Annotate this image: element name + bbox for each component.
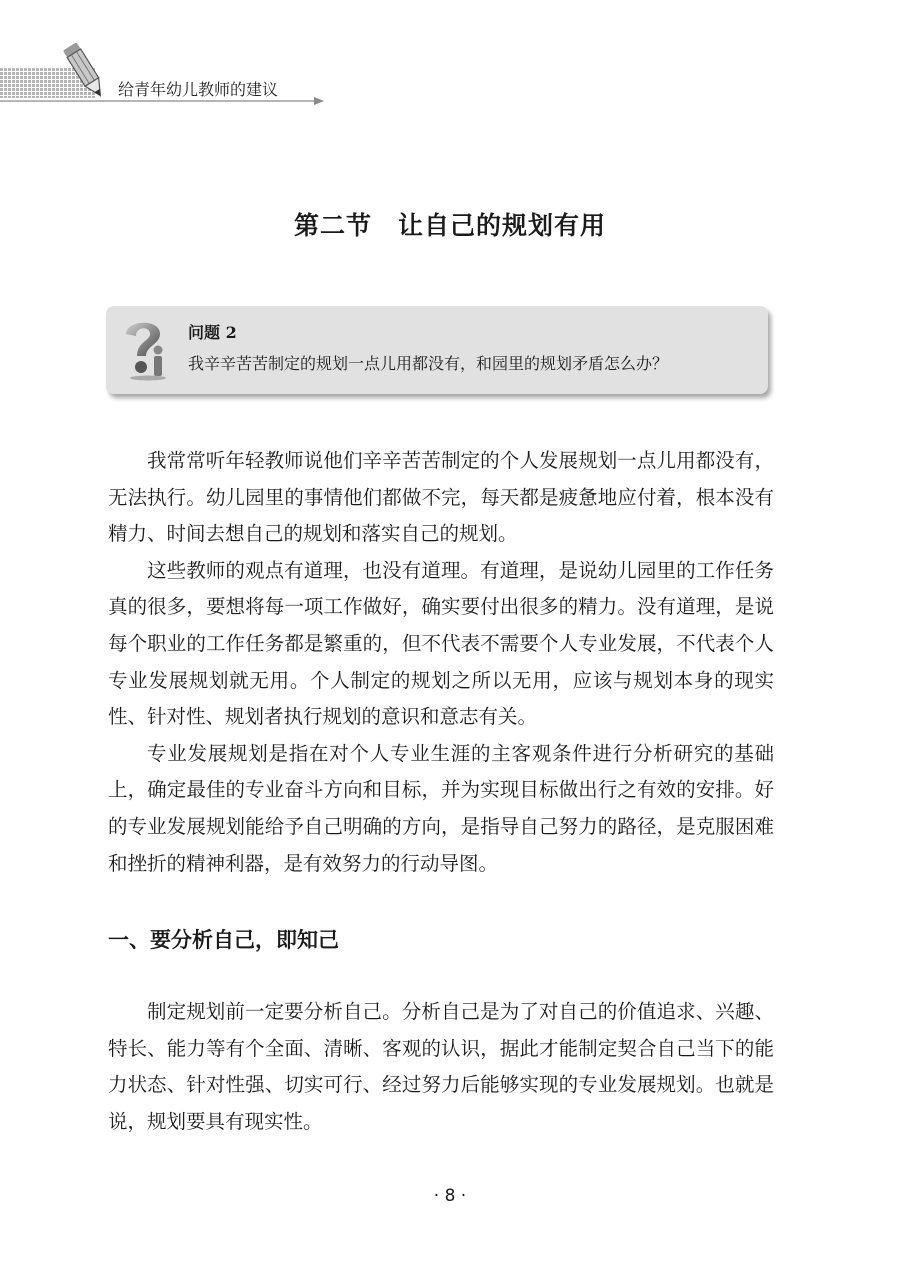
body-text-top: [108, 443, 774, 882]
page-number: · 8 ·: [433, 1186, 467, 1206]
paragraph: 专业发展规划是指在对个人专业生涯的主客观条件进行分析研究的基础上，确定最佳的专业奋斗方向和目标，并为实现目标做出行之有效的安排。好的专业发展规划能给予自己明确的方向，是指导自己努力的路径，是克服困难和挫折的精神利器，是有效努力的行动导图。: [108, 741, 774, 875]
question-box: [106, 306, 768, 394]
section-title: 第二节 让自己的规划有用: [293, 211, 606, 240]
paragraph: 这些教师的观点有道理，也没有道理。有道理，是说幼儿园里的工作任务真的很多，要想将每一项工作做好，确实要付出很多的精力。没有道理，是说每个职业的工作任务都是繁重的，但不代表不需要个人专业发展，不代表个人专业发展规划就无用。个人制定的规划之所以无用，应该与规划本身的现实性、针对性、规划者执行规划的意识和意志有关。: [108, 558, 774, 729]
question-text: 我辛辛苦苦制定的规划一点儿用都没有，和园里的规划矛盾怎么办？: [188, 354, 669, 373]
book-title: 给青年幼儿教师的建议: [118, 80, 279, 99]
subheading: 一、要分析自己，即知己: [108, 928, 339, 952]
body-text-bottom: [108, 994, 774, 1140]
paragraph: 制定规划前一定要分析自己。分析自己是为了对自己的价值追求、兴趣、特长、能力等有个全面、清晰、客观的认识，据此才能制定契合自己当下的能力状态、针对性强、切实可行、经过努力后能够实现的专业发展规划。也就是说，规划要具有现实性。: [108, 1000, 774, 1133]
question-label: 问题 2: [188, 323, 237, 342]
running-header: [0, 40, 330, 110]
pencil-icon: [60, 40, 110, 102]
question-mark-icon: [120, 316, 170, 382]
paragraph: 我常常听年轻教师说他们辛辛苦苦制定的个人发展规划一点儿用都没有，无法执行。幼儿园里的事情他们都做不完，每天都是疲惫地应付着，根本没有精力、时间去想自己的规划和落实自己的规划。: [108, 449, 774, 546]
